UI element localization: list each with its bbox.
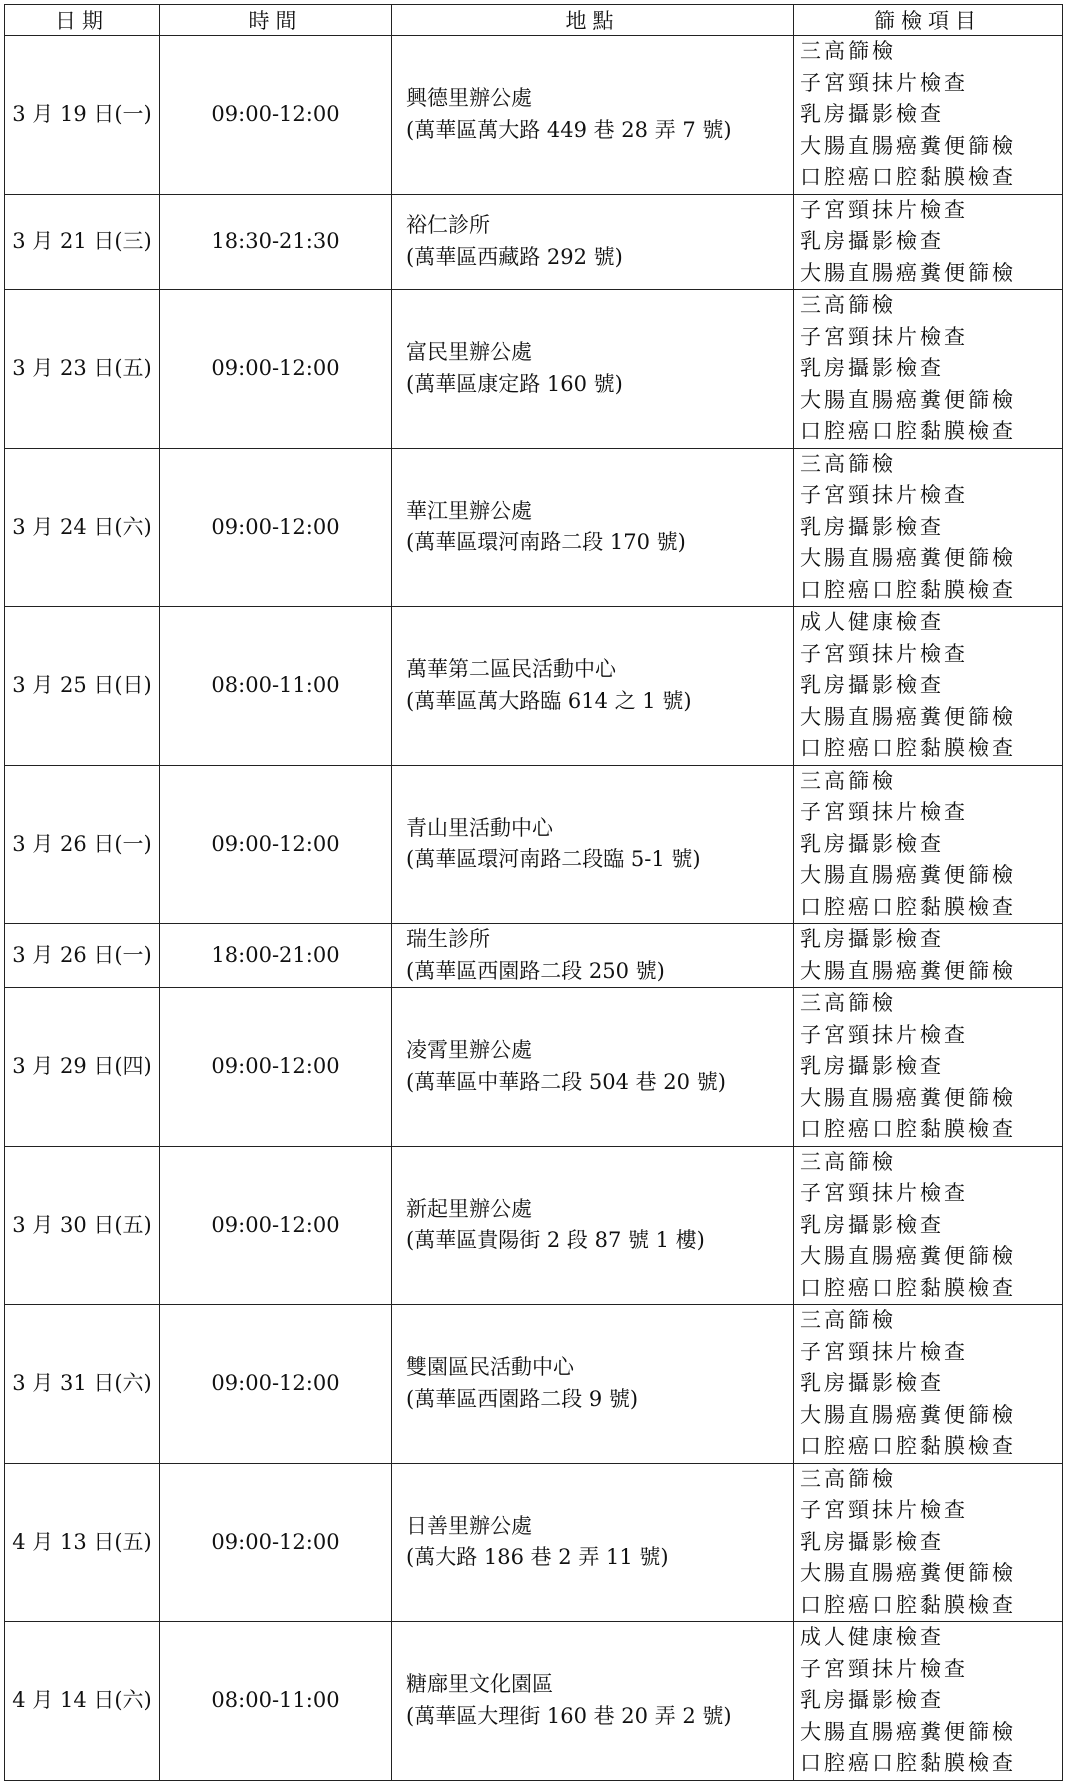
header-date: 日期 xyxy=(5,5,160,36)
screening-item: 子宮頸抹片檢查 xyxy=(800,1022,968,1047)
location-cell xyxy=(392,1146,794,1305)
location-name: 興德里辦公處 xyxy=(406,86,532,111)
date-cell: 3 月 21 日(三) xyxy=(5,194,160,290)
screening-item: 子宮頸抹片檢查 xyxy=(800,800,968,824)
time-cell: 09:00-12:00 xyxy=(160,448,392,607)
table-row xyxy=(5,765,1063,924)
screening-item: 子宮頸抹片檢查 xyxy=(800,1498,968,1522)
screening-item: 口腔癌口腔黏膜檢查 xyxy=(800,1751,1016,1775)
screening-item: 三高篩檢 xyxy=(800,293,896,317)
location-address: (萬大路 186 巷 2 弄 11 號) xyxy=(406,1545,669,1570)
table-row xyxy=(5,988,1063,1147)
date-cell: 3 月 19 日(一) xyxy=(5,36,160,195)
location-address: (萬華區環河南路二段 170 號) xyxy=(406,530,686,555)
table-row xyxy=(5,290,1063,449)
screening-item: 大腸直腸癌糞便篩檢 xyxy=(800,1085,1016,1110)
location-cell xyxy=(392,36,794,195)
screening-item: 子宮頸抹片檢查 xyxy=(800,641,968,666)
location-cell xyxy=(392,1305,794,1464)
location-name: 萬華第二區民活動中心 xyxy=(406,657,616,682)
screening-items-cell xyxy=(794,988,1063,1147)
screening-item: 乳房攝影檢查 xyxy=(800,229,944,253)
screening-items-cell xyxy=(794,36,1063,195)
screening-item: 乳房攝影檢查 xyxy=(800,356,944,380)
screening-item: 大腸直腸癌糞便篩檢 xyxy=(800,260,1016,285)
date-cell: 3 月 24 日(六) xyxy=(5,448,160,607)
screening-item: 成人健康檢查 xyxy=(800,1625,944,1649)
location-cell xyxy=(392,1622,794,1781)
screening-items-cell xyxy=(794,1305,1063,1464)
date-cell: 3 月 23 日(五) xyxy=(5,290,160,449)
screening-item: 大腸直腸癌糞便篩檢 xyxy=(800,387,1016,412)
screening-item: 子宮頸抹片檢查 xyxy=(800,70,968,95)
location-name: 瑞生診所 xyxy=(406,927,490,951)
screening-items-cell xyxy=(794,448,1063,607)
location-cell xyxy=(392,765,794,924)
time-cell: 18:00-21:00 xyxy=(160,924,392,988)
screening-items-cell xyxy=(794,607,1063,766)
location-address: (萬華區貴陽街 2 段 87 號 1 樓) xyxy=(406,1228,705,1253)
screening-schedule-table xyxy=(4,4,1063,1781)
screening-item: 乳房攝影檢查 xyxy=(800,514,944,539)
screening-item: 乳房攝影檢查 xyxy=(800,1688,944,1712)
screening-item: 乳房攝影檢查 xyxy=(800,1054,944,1078)
screening-item: 乳房攝影檢查 xyxy=(800,927,944,951)
screening-item: 三高篩檢 xyxy=(800,1466,896,1491)
time-cell: 08:00-11:00 xyxy=(160,1622,392,1781)
header-time: 時間 xyxy=(160,5,392,36)
table-row xyxy=(5,1146,1063,1305)
time-cell: 08:00-11:00 xyxy=(160,607,392,766)
location-name: 日善里辦公處 xyxy=(406,1513,532,1538)
screening-item: 子宮頸抹片檢查 xyxy=(800,483,968,507)
screening-item: 大腸直腸癌糞便篩檢 xyxy=(800,1402,1016,1427)
screening-items-cell xyxy=(794,924,1063,988)
location-name: 凌霄里辦公處 xyxy=(406,1038,532,1063)
screening-item: 成人健康檢查 xyxy=(800,610,944,634)
location-name: 雙園區民活動中心 xyxy=(406,1355,574,1380)
date-cell: 4 月 13 日(五) xyxy=(5,1463,160,1622)
screening-item: 口腔癌口腔黏膜檢查 xyxy=(800,1434,1016,1458)
location-cell xyxy=(392,290,794,449)
location-name: 富民里辦公處 xyxy=(406,340,532,365)
screening-item: 子宮頸抹片檢查 xyxy=(800,197,968,222)
screening-item: 乳房攝影檢查 xyxy=(800,102,944,126)
screening-item: 口腔癌口腔黏膜檢查 xyxy=(800,1275,1016,1300)
header-location: 地點 xyxy=(392,5,794,36)
screening-item: 大腸直腸癌糞便篩檢 xyxy=(800,546,1016,570)
location-address: (萬華區大理街 160 巷 20 弄 2 號) xyxy=(406,1703,732,1728)
screening-item: 口腔癌口腔黏膜檢查 xyxy=(800,736,1016,760)
table-body xyxy=(5,36,1063,1781)
date-cell: 3 月 26 日(一) xyxy=(5,924,160,988)
screening-item: 大腸直腸癌糞便篩檢 xyxy=(800,958,1016,983)
screening-item: 子宮頸抹片檢查 xyxy=(800,1181,968,1205)
location-address: (萬華區康定路 160 號) xyxy=(406,371,623,396)
screening-items-cell xyxy=(794,290,1063,449)
time-cell: 18:30-21:30 xyxy=(160,194,392,290)
location-cell xyxy=(392,1463,794,1622)
location-address: (萬華區西園路二段 9 號) xyxy=(406,1386,639,1411)
header-items: 篩檢項目 xyxy=(794,5,1063,36)
location-name: 糖廍里文化園區 xyxy=(406,1672,553,1697)
screening-item: 三高篩檢 xyxy=(800,451,896,476)
table-row xyxy=(5,924,1063,988)
time-cell: 09:00-12:00 xyxy=(160,988,392,1147)
screening-item: 乳房攝影檢查 xyxy=(800,1371,944,1395)
screening-item: 口腔癌口腔黏膜檢查 xyxy=(800,1592,1016,1617)
screening-items-cell xyxy=(794,1463,1063,1622)
screening-items-cell xyxy=(794,194,1063,290)
table-row xyxy=(5,36,1063,195)
table-row xyxy=(5,1622,1063,1781)
table-header-row xyxy=(5,5,1063,36)
screening-item: 口腔癌口腔黏膜檢查 xyxy=(800,577,1016,602)
table-row xyxy=(5,194,1063,290)
location-address: (萬華區環河南路二段臨 5-1 號) xyxy=(406,847,701,872)
screening-item: 三高篩檢 xyxy=(800,1308,896,1332)
location-name: 華江里辦公處 xyxy=(406,498,532,523)
screening-item: 三高篩檢 xyxy=(800,1149,896,1174)
screening-item: 乳房攝影檢查 xyxy=(800,831,944,856)
time-cell: 09:00-12:00 xyxy=(160,290,392,449)
screening-item: 大腸直腸癌糞便篩檢 xyxy=(800,133,1016,158)
location-cell xyxy=(392,194,794,290)
location-name: 裕仁診所 xyxy=(406,213,490,238)
screening-item: 大腸直腸癌糞便篩檢 xyxy=(800,863,1016,887)
screening-item: 子宮頸抹片檢查 xyxy=(800,1656,968,1681)
screening-item: 大腸直腸癌糞便篩檢 xyxy=(800,704,1016,729)
time-cell: 09:00-12:00 xyxy=(160,1146,392,1305)
location-cell xyxy=(392,607,794,766)
location-cell xyxy=(392,924,794,988)
screening-items-cell xyxy=(794,765,1063,924)
location-cell xyxy=(392,988,794,1147)
date-cell: 3 月 30 日(五) xyxy=(5,1146,160,1305)
location-address: (萬華區西園路二段 250 號) xyxy=(406,958,665,983)
table-row xyxy=(5,607,1063,766)
date-cell: 3 月 29 日(四) xyxy=(5,988,160,1147)
location-name: 新起里辦公處 xyxy=(406,1196,532,1221)
screening-item: 三高篩檢 xyxy=(800,991,896,1015)
time-cell: 09:00-12:00 xyxy=(160,765,392,924)
date-cell: 3 月 26 日(一) xyxy=(5,765,160,924)
location-name: 青山里活動中心 xyxy=(406,815,553,840)
time-cell: 09:00-12:00 xyxy=(160,1463,392,1622)
screening-item: 大腸直腸癌糞便篩檢 xyxy=(800,1244,1016,1268)
screening-item: 乳房攝影檢查 xyxy=(800,1212,944,1237)
location-address: (萬華區西藏路 292 號) xyxy=(406,244,623,269)
screening-item: 三高篩檢 xyxy=(800,768,896,793)
screening-item: 大腸直腸癌糞便篩檢 xyxy=(800,1719,1016,1744)
date-cell: 3 月 25 日(日) xyxy=(5,607,160,766)
location-address: (萬華區中華路二段 504 巷 20 號) xyxy=(406,1069,726,1094)
screening-item: 乳房攝影檢查 xyxy=(800,1529,944,1554)
location-cell xyxy=(392,448,794,607)
screening-item: 子宮頸抹片檢查 xyxy=(800,324,968,349)
table-row xyxy=(5,1305,1063,1464)
screening-items-cell xyxy=(794,1146,1063,1305)
screening-item: 口腔癌口腔黏膜檢查 xyxy=(800,894,1016,919)
table-row xyxy=(5,448,1063,607)
screening-item: 口腔癌口腔黏膜檢查 xyxy=(800,1117,1016,1141)
screening-items-cell xyxy=(794,1622,1063,1781)
screening-item: 子宮頸抹片檢查 xyxy=(800,1339,968,1364)
screening-item: 乳房攝影檢查 xyxy=(800,673,944,697)
date-cell: 3 月 31 日(六) xyxy=(5,1305,160,1464)
time-cell: 09:00-12:00 xyxy=(160,1305,392,1464)
location-address: (萬華區萬大路臨 614 之 1 號) xyxy=(406,688,692,713)
date-cell: 4 月 14 日(六) xyxy=(5,1622,160,1781)
location-address: (萬華區萬大路 449 巷 28 弄 7 號) xyxy=(406,117,732,142)
screening-item: 大腸直腸癌糞便篩檢 xyxy=(800,1561,1016,1585)
time-cell: 09:00-12:00 xyxy=(160,36,392,195)
screening-item: 口腔癌口腔黏膜檢查 xyxy=(800,165,1016,189)
screening-item: 三高篩檢 xyxy=(800,39,896,63)
screening-item: 口腔癌口腔黏膜檢查 xyxy=(800,419,1016,443)
table-row xyxy=(5,1463,1063,1622)
